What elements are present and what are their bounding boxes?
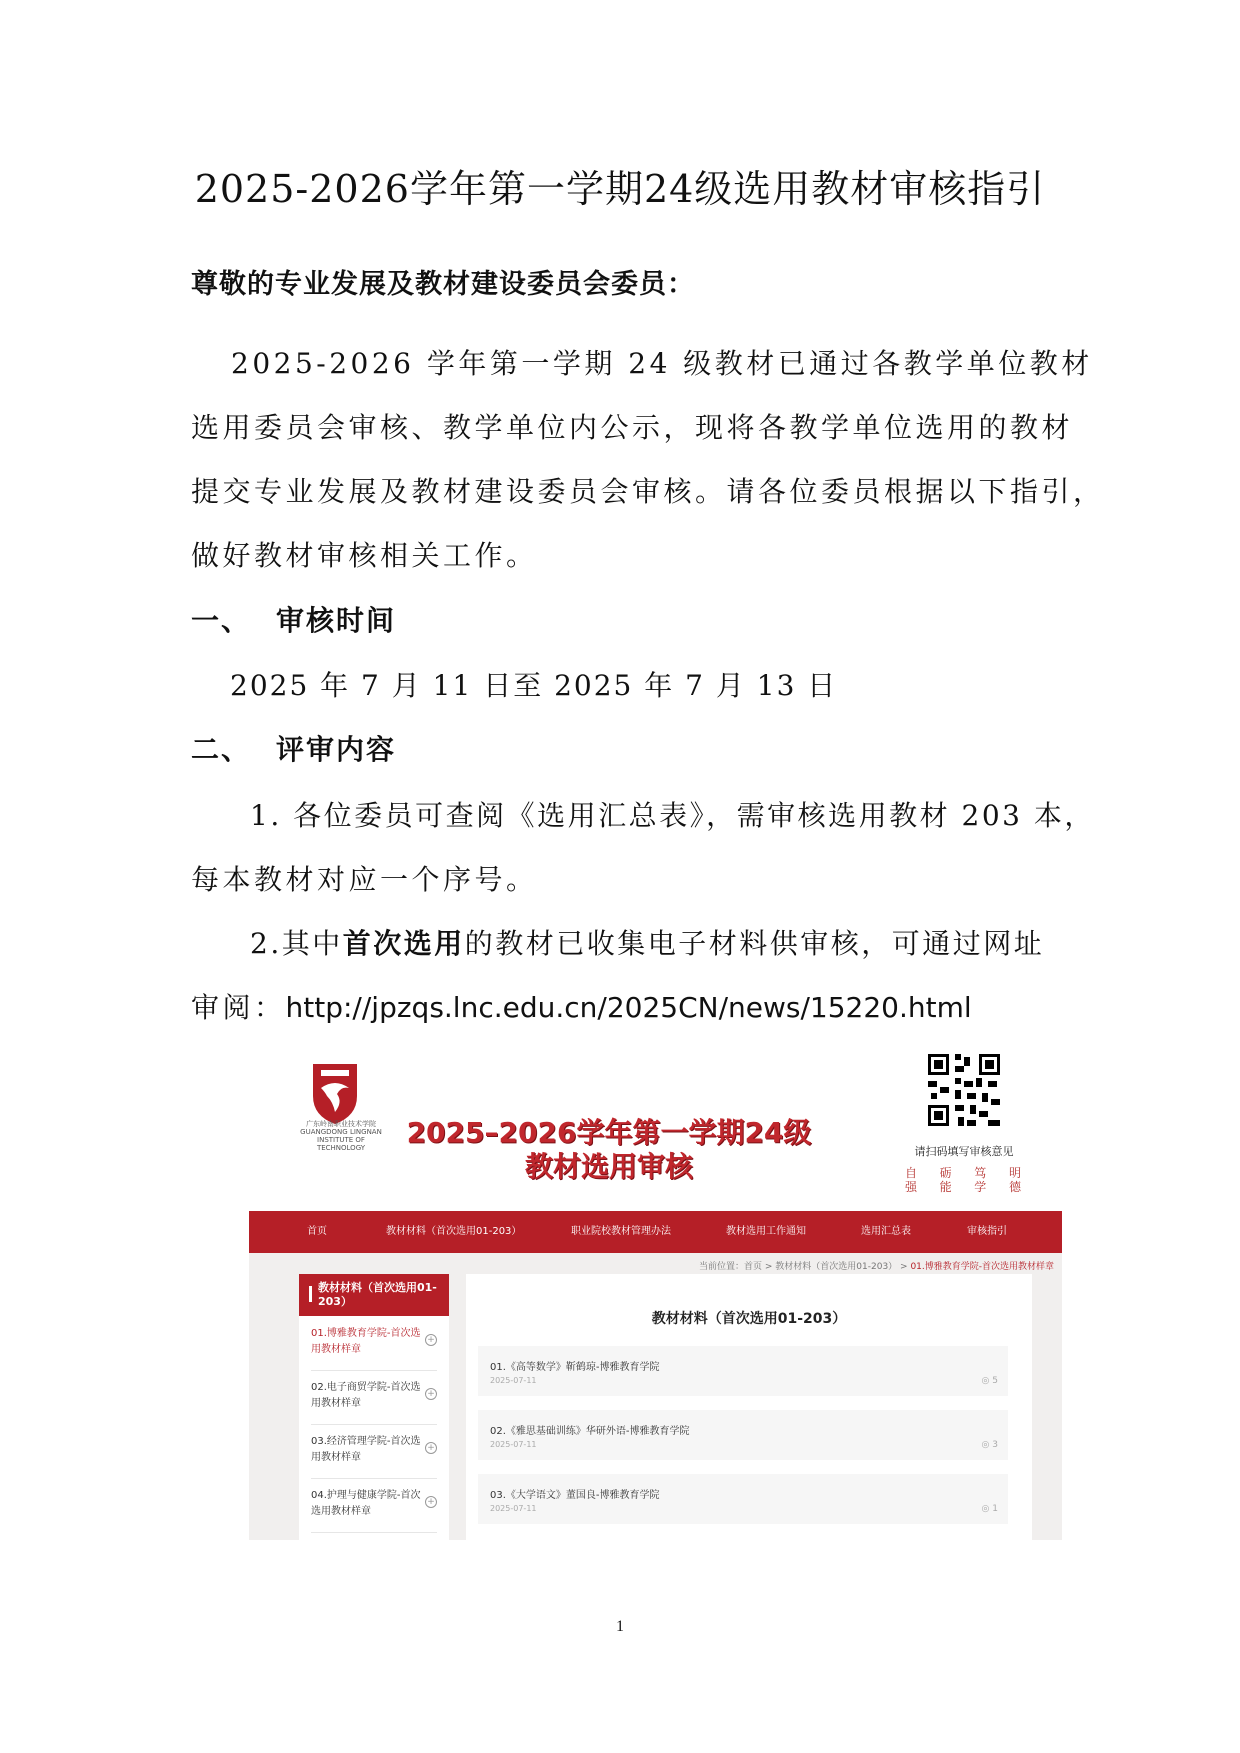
- nav-item-regulations[interactable]: 职业院校教材管理办法: [571, 1226, 671, 1237]
- sidebar-item[interactable]: [311, 1426, 437, 1479]
- sidebar-item-label: 04.护理与健康学院-首次选用教材样章: [311, 1490, 421, 1517]
- section1-number: 一、: [191, 604, 252, 637]
- salutation: 尊敬的专业发展及教材建设委员会委员：: [191, 269, 695, 300]
- view-count: 1: [992, 1504, 998, 1514]
- nav-item-home[interactable]: 首页: [307, 1226, 327, 1237]
- website-screenshot: [249, 1046, 1062, 1540]
- item2-suffix: 的教材已收集电子材料供审核，可通过网址: [464, 927, 1045, 960]
- section2-item2-line2: [191, 986, 1071, 1026]
- review-url-link[interactable]: http://jpzqs.lnc.edu.cn/2025CN/news/15220.html: [285, 991, 972, 1024]
- logo-caption: 广东岭南职业技术学院 GUANGDONG LINGNAN INSTITUTE OF TECHNOLOGY: [300, 1120, 382, 1152]
- section2-item1-line: 每本教材对应一个序号。: [191, 863, 538, 896]
- intro-line: 提交专业发展及教材建设委员会审核。请各位委员根据以下指引，: [191, 475, 1105, 508]
- section2-item1-line: 1. 各位委员可查阅《选用汇总表》，需审核选用教材 203 本，: [250, 799, 1095, 832]
- banner-title: [399, 1116, 819, 1184]
- breadcrumb: [669, 1259, 1054, 1272]
- breadcrumb-current[interactable]: 01.博雅教育学院-首次选用教材样章: [910, 1262, 1054, 1272]
- item2-prefix: 2.其中: [250, 927, 343, 960]
- section1-heading: 审核时间: [276, 604, 397, 637]
- expand-plus-icon[interactable]: +: [425, 1334, 437, 1346]
- intro-line: 选用委员会审核、教学单位内公示，现将各教学单位选用的教材: [191, 411, 1074, 444]
- banner-title-line1: 2025–2026学年第一学期24级: [406, 1116, 812, 1149]
- college-logo-icon: [303, 1062, 367, 1126]
- motto-text: 自强: [904, 1166, 917, 1194]
- sidebar-header-bar: [309, 1286, 312, 1302]
- sidebar-item[interactable]: [311, 1480, 437, 1533]
- article-date: 2025-07-11: [490, 1440, 537, 1449]
- motto-text: 砺能: [939, 1166, 952, 1194]
- page-number: 1: [616, 1618, 624, 1635]
- view-count: 5: [992, 1376, 998, 1386]
- motto-text: 笃学: [974, 1166, 987, 1194]
- item2-line2-prefix: 审阅：: [191, 991, 286, 1024]
- nav-item-notice[interactable]: 教材选用工作通知: [726, 1226, 806, 1237]
- section2-heading: 评审内容: [276, 733, 397, 766]
- expand-plus-icon[interactable]: +: [425, 1388, 437, 1400]
- intro-line: 做好教材审核相关工作。: [191, 539, 538, 572]
- motto-text: 明德: [1008, 1166, 1021, 1194]
- qr-code-icon[interactable]: [925, 1051, 1003, 1129]
- main-title: 教材材料（首次选用01-203）: [651, 1311, 847, 1327]
- section2-number: 二、: [191, 733, 252, 766]
- article-title[interactable]: 01.《高等数学》靳鹤琼-博雅教育学院: [490, 1362, 660, 1373]
- nav-item-materials[interactable]: 教材材料（首次选用01-203）: [386, 1226, 522, 1237]
- sidebar-item[interactable]: [311, 1318, 437, 1371]
- sidebar-heading: 教材材料（首次选用01-203）: [318, 1281, 437, 1308]
- expand-plus-icon[interactable]: +: [425, 1442, 437, 1454]
- section1-body: 2025 年 7 月 11 日至 2025 年 7 月 13 日: [230, 669, 838, 702]
- banner-title-line2: 教材选用审核: [524, 1150, 693, 1183]
- article-title[interactable]: 02.《雅思基础训练》华研外语-博雅教育学院: [490, 1426, 690, 1437]
- view-count: 3: [992, 1440, 998, 1450]
- sidebar-item-label: 01.博雅教育学院-首次选用教材样章: [311, 1328, 421, 1355]
- nav-item-guide[interactable]: 审核指引: [967, 1226, 1007, 1237]
- article-views: ◎ 1: [981, 1504, 998, 1514]
- article-views: ◎ 5: [981, 1376, 998, 1386]
- sidebar-item[interactable]: [311, 1372, 437, 1425]
- page-title: 2025-2026学年第一学期24级选用教材审核指引: [194, 167, 1046, 211]
- college-motto: [903, 1166, 1023, 1202]
- site-nav: [249, 1211, 1062, 1253]
- main-content: [466, 1274, 1032, 1540]
- nav-item-summary[interactable]: 选用汇总表: [861, 1226, 911, 1237]
- sidebar-item-label: 02.电子商贸学院-首次选用教材样章: [311, 1382, 421, 1409]
- article-title[interactable]: 03.《大学语文》董国良-博雅教育学院: [490, 1490, 660, 1501]
- list-item[interactable]: [478, 1474, 1008, 1524]
- list-item[interactable]: [478, 1346, 1008, 1396]
- sidebar-item-label: 03.经济管理学院-首次选用教材样章: [311, 1436, 421, 1463]
- site-banner: [249, 1046, 1062, 1211]
- intro-line: 2025-2026 学年第一学期 24 级教材已通过各教学单位教材: [231, 347, 1093, 380]
- article-date: 2025-07-11: [490, 1504, 537, 1513]
- item2-bold: 首次选用: [342, 927, 465, 960]
- article-date: 2025-07-11: [490, 1376, 537, 1385]
- section2-item2-line: [250, 922, 1130, 962]
- breadcrumb-path[interactable]: 当前位置：首页 > 教材材料（首次选用01-203） >: [699, 1262, 911, 1272]
- expand-plus-icon[interactable]: +: [425, 1496, 437, 1508]
- qr-caption: 请扫码填写审核意见: [914, 1145, 1014, 1158]
- sidebar-header: [299, 1274, 449, 1316]
- sidebar: [299, 1274, 449, 1540]
- list-item[interactable]: [478, 1410, 1008, 1460]
- article-views: ◎ 3: [981, 1440, 998, 1450]
